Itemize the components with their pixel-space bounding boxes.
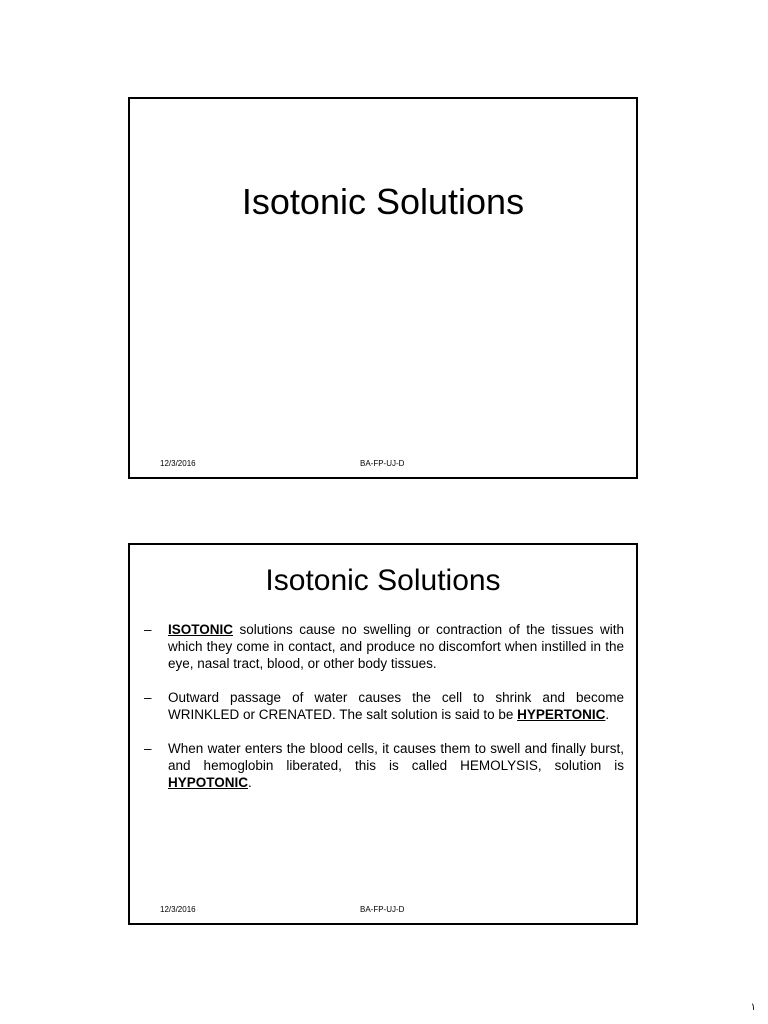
bullet-text: Outward passage of water causes the cell to shrink and become WRINKLED or CRENATED. The salt solution is said to be [168, 690, 624, 722]
bullet-text-end: . [248, 775, 252, 790]
slide-2-footer-code: BA-FP-UJ-D [360, 905, 405, 914]
bullet-marker: – [144, 690, 152, 705]
bullet-text: solutions cause no swelling or contraction of the tissues with which they come in contact, and produce no discomfort when instilled in the eye, nasal tract, blood, or other body tissues. [168, 622, 624, 671]
slide-1-date: 12/3/2016 [160, 459, 196, 468]
slide-1-title: Isotonic Solutions [241, 181, 525, 222]
bullet-marker: – [144, 622, 152, 637]
slide-1 [128, 97, 638, 479]
bullet-text: When water enters the blood cells, it causes them to swell and finally burst, and hemoglobin liberated, this is called HEMOLYSIS, solution is [168, 741, 624, 773]
slide-1-footer-code: BA-FP-UJ-D [360, 459, 405, 468]
slide-2-title: Isotonic Solutions [265, 564, 501, 597]
bullet-hypertonic [144, 689, 624, 723]
bullet-marker: – [144, 741, 152, 756]
page-number: ١ [750, 1002, 756, 1013]
keyword-hypotonic: HYPOTONIC [168, 775, 249, 790]
bullet-list [144, 621, 624, 808]
slide-2-date: 12/3/2016 [160, 905, 196, 914]
bullet-isotonic [144, 621, 624, 672]
bullet-text-end: . [605, 707, 610, 722]
slide-2 [128, 543, 638, 925]
keyword-hypertonic: HYPERTONIC [517, 707, 606, 722]
bullet-hypotonic [144, 740, 624, 791]
keyword-isotonic: ISOTONIC [168, 622, 234, 637]
